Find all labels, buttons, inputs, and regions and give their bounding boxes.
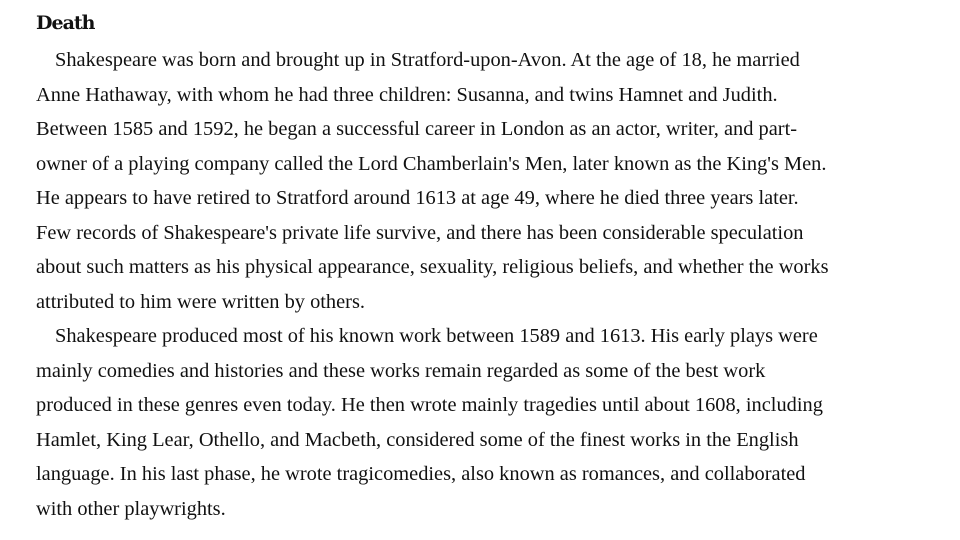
text-line: Hamlet, King Lear, Othello, and Macbeth, considered some of the finest works in the English [36, 428, 799, 451]
text-line: with other playwrights. [36, 497, 226, 520]
text-line: Few records of Shakespeare's private life survive, and there has been considerable speculation [36, 221, 804, 244]
text-line: attributed to him were written by others. [36, 290, 365, 313]
slide-title: Death [36, 12, 95, 34]
body-text [36, 43, 926, 526]
text-line: Shakespeare was born and brought up in Stratford-upon-Avon. At the age of 18, he married [55, 49, 800, 71]
text-line: Between 1585 and 1592, he began a successful career in London as an actor, writer, and part- [36, 118, 798, 140]
text-line: owner of a playing company called the Lord Chamberlain's Men, later known as the King's Men. [36, 152, 827, 175]
text-line: about such matters as his physical appearance, sexuality, religious beliefs, and whether the works [36, 256, 829, 278]
text-line: language. In his last phase, he wrote tragicomedies, also known as romances, and collaborated [36, 463, 806, 485]
text-line: produced in these genres even today. He then wrote mainly tragedies until about 1608, including [36, 394, 823, 416]
text-line: He appears to have retired to Stratford around 1613 at age 49, where he died three years later. [36, 187, 799, 209]
text-line: Anne Hathaway, with whom he had three children: Susanna, and twins Hamnet and Judith. [36, 83, 778, 106]
text-line: Shakespeare produced most of his known work between 1589 and 1613. His early plays were [55, 325, 818, 347]
text-line: mainly comedies and histories and these works remain regarded as some of the best work [36, 359, 766, 382]
